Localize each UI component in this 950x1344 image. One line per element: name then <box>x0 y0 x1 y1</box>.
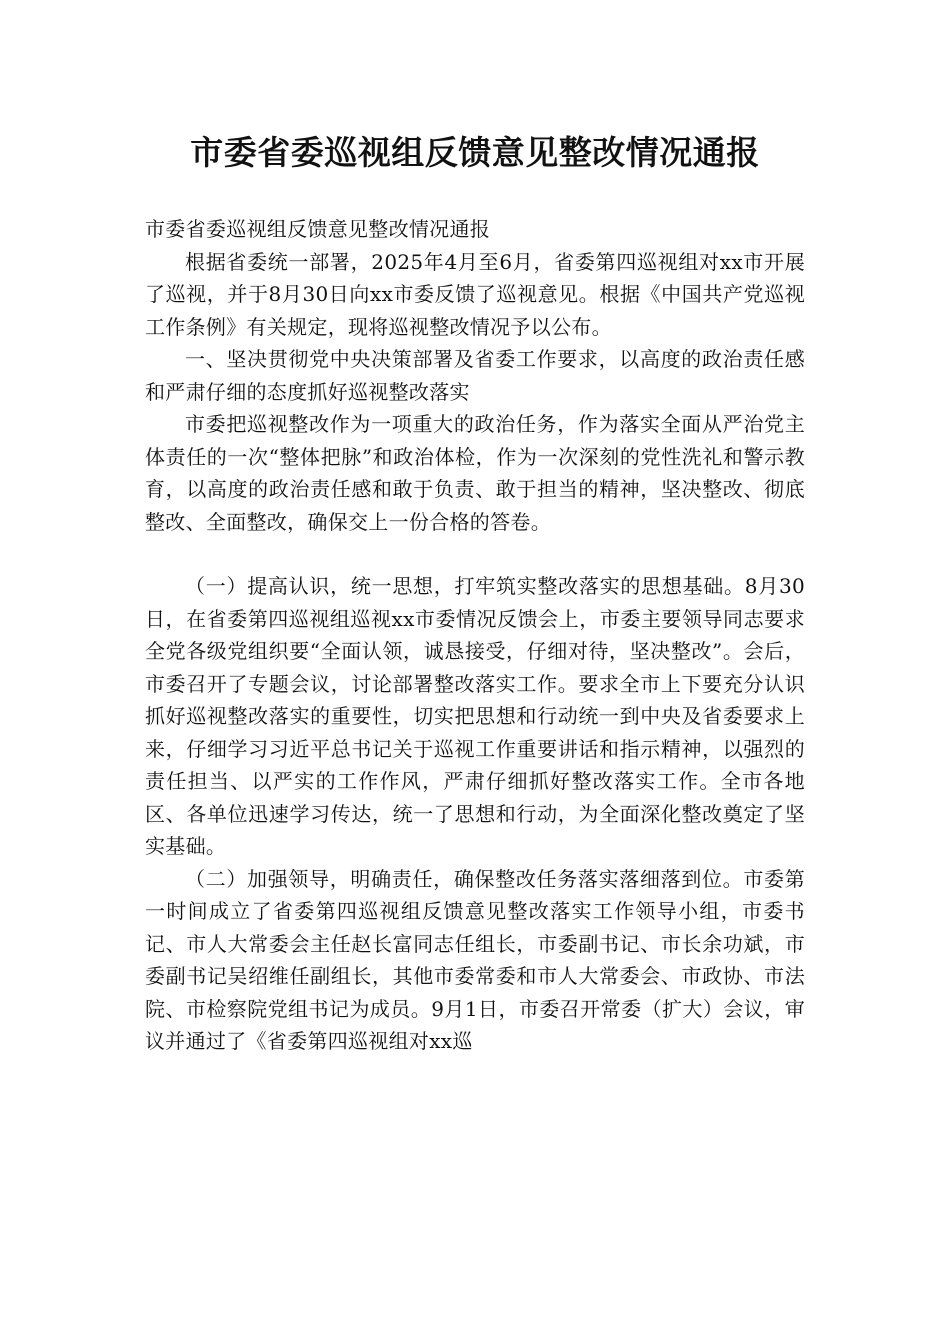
document-title: 市委省委巡视组反馈意见整改情况通报 <box>190 133 760 172</box>
paragraph-spacer <box>145 538 805 570</box>
paragraph-overview: 市委把巡视整改作为一项重大的政治任务，作为落实全面从严治党主体责任的一次“整体把脉”和政治体检，作为一次深刻的党性洗礼和警示教育，以高度的政治责任感和敢于负责、敢于担当的精神，坚决整改、彻底整改、全面整改，确保交上一份合格的答卷。 <box>145 412 805 534</box>
section-heading-1: 一、坚决贯彻党中央决策部署及省委工作要求，以高度的政治责任感和严肃仔细的态度抓好巡视整改落实 <box>145 347 805 404</box>
subtitle-line: 市委省委巡视组反馈意见整改情况通报 <box>145 217 491 241</box>
document-body <box>145 213 805 1058</box>
paragraph-item-2: （二）加强领导，明确责任，确保整改任务落实落细落到位。市委第一时间成立了省委第四巡视组反馈意见整改落实工作领导小组，市委书记、市人大常委会主任赵长富同志任组长，市委副书记、市长余功斌，市委副书记吴绍维任副组长，其他市委常委和市人大常委会、市政协、市法院、市检察院党组书记为成员。9月1日，市委召开常委（扩大）会议，审议并通过了《省委第四巡视组对xx巡 <box>145 866 805 1053</box>
paragraph-item-1: （一）提高认识，统一思想，打牢筑实整改落实的思想基础。8月30日，在省委第四巡视组巡视xx市委情况反馈会上，市委主要领导同志要求全党各级党组织要“全面认领，诚恳接受，仔细对待，坚决整改”。会后，市委召开了专题会议，讨论部署整改落实工作。要求全市上下要充分认识抓好巡视整改落实的重要性，切实把思想和行动统一到中央及省委要求上来，仔细学习习近平总书记关于巡视工作重要讲话和指示精神，以强烈的责任担当、以严实的工作作风，严肃仔细抓好整改落实工作。全市各地区、各单位迅速学习传达，统一了思想和行动，为全面深化整改奠定了坚实基础。 <box>145 574 805 858</box>
paragraph-intro: 根据省委统一部署，2025年4月至6月，省委第四巡视组对xx市开展了巡视，并于8月30日向xx市委反馈了巡视意见。根据《中国共产党巡视工作条例》有关规定，现将巡视整改情况予以公布。 <box>145 249 805 339</box>
